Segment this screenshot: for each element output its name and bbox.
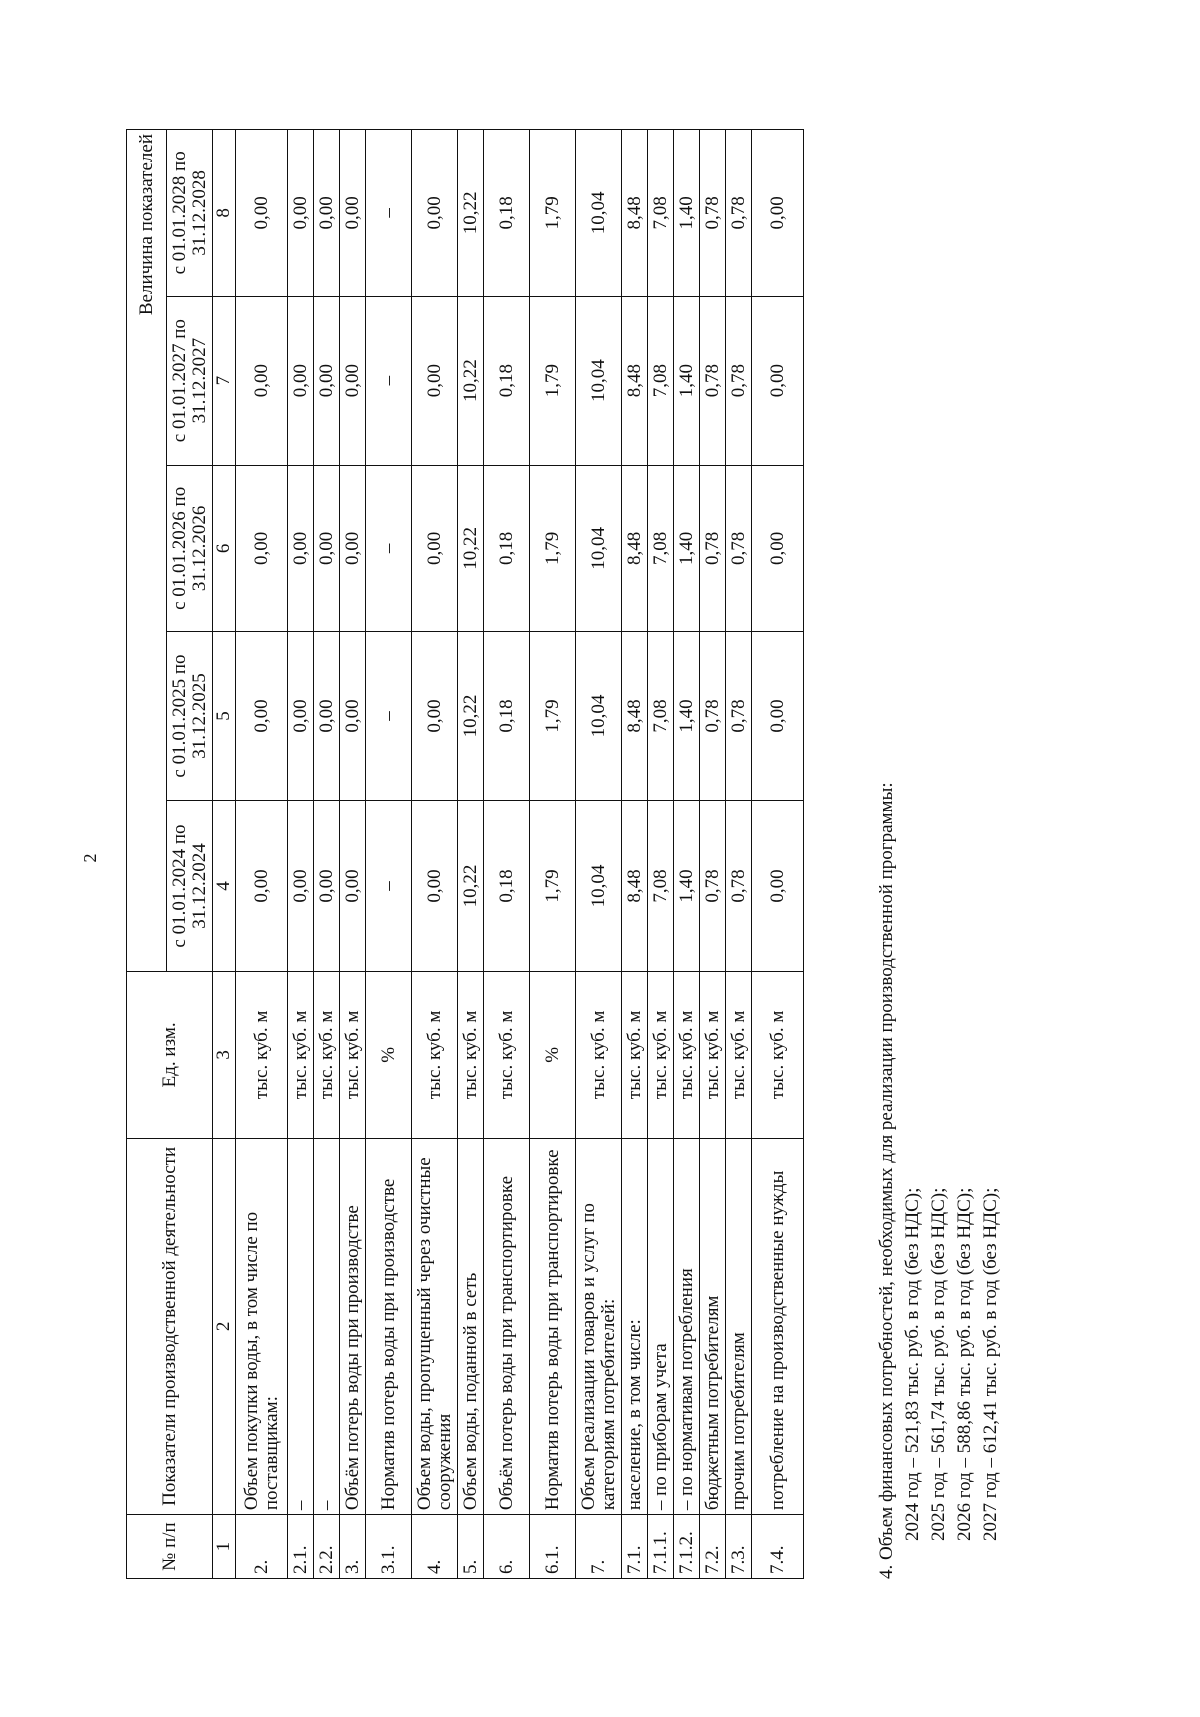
finance-item: 2024 год – 521,83 тыс. руб. в год (без НДС); bbox=[902, 1187, 923, 1541]
row-value: 10,22 bbox=[458, 130, 484, 297]
row-value: 0,00 bbox=[288, 632, 314, 801]
row-value: 0,18 bbox=[484, 800, 530, 971]
header-group: Величина показателей bbox=[127, 130, 167, 972]
table-row bbox=[458, 130, 484, 1579]
row-value: 0,00 bbox=[752, 632, 804, 801]
row-number: 3. bbox=[340, 1515, 366, 1579]
table-row bbox=[752, 130, 804, 1579]
row-value: 0,78 bbox=[700, 632, 726, 801]
column-number: 5 bbox=[213, 632, 236, 801]
row-value: 0,00 bbox=[340, 130, 366, 297]
row-unit: тыс. куб. м bbox=[288, 972, 314, 1139]
row-value: 8,48 bbox=[622, 130, 648, 297]
header-unit: Ед. изм. bbox=[127, 972, 213, 1139]
table-row bbox=[576, 130, 622, 1579]
row-value: 10,04 bbox=[576, 296, 622, 465]
header-period: с 01.01.2024 по 31.12.2024 bbox=[167, 800, 213, 971]
row-value: 0,18 bbox=[484, 632, 530, 801]
row-value: 7,08 bbox=[648, 465, 674, 632]
finance-section bbox=[874, 782, 1004, 1579]
table-row bbox=[412, 130, 458, 1579]
row-indicator-name: Объем покупки воды, в том числе по поставщикам: bbox=[236, 1138, 288, 1514]
row-indicator-name: Объем воды, поданной в сеть bbox=[458, 1138, 484, 1514]
table-row bbox=[674, 130, 700, 1579]
row-value: 0,00 bbox=[314, 632, 340, 801]
table-row bbox=[340, 130, 366, 1579]
row-unit: тыс. куб. м bbox=[236, 972, 288, 1139]
table-row bbox=[700, 130, 726, 1579]
row-number: 7.2. bbox=[700, 1515, 726, 1579]
row-value: 0,78 bbox=[700, 130, 726, 297]
row-value: 0,00 bbox=[288, 800, 314, 971]
row-number: 6. bbox=[484, 1515, 530, 1579]
row-value: 8,48 bbox=[622, 465, 648, 632]
row-value: 1,79 bbox=[530, 800, 576, 971]
header-period: с 01.01.2027 по 31.12.2027 bbox=[167, 296, 213, 465]
row-value: 7,08 bbox=[648, 800, 674, 971]
row-value: 7,08 bbox=[648, 632, 674, 801]
row-number: 5. bbox=[458, 1515, 484, 1579]
row-number: 2.2. bbox=[314, 1515, 340, 1579]
row-unit: тыс. куб. м bbox=[576, 972, 622, 1139]
header-period: с 01.01.2025 по 31.12.2025 bbox=[167, 632, 213, 801]
row-indicator-name: – по нормативам потребления bbox=[674, 1138, 700, 1514]
row-value: 1,40 bbox=[674, 130, 700, 297]
row-value: 1,40 bbox=[674, 800, 700, 971]
row-value: – bbox=[366, 465, 412, 632]
row-value: 0,78 bbox=[726, 130, 752, 297]
row-value: 0,00 bbox=[340, 800, 366, 971]
row-value: – bbox=[366, 632, 412, 801]
table-row bbox=[484, 130, 530, 1579]
column-number: 1 bbox=[213, 1515, 236, 1579]
column-number: 4 bbox=[213, 800, 236, 971]
page-number: 2 bbox=[80, 853, 100, 863]
row-indicator-name: Объём потерь воды при транспортировке bbox=[484, 1138, 530, 1514]
row-value: 0,00 bbox=[288, 465, 314, 632]
row-value: 0,78 bbox=[726, 632, 752, 801]
row-unit: тыс. куб. м bbox=[700, 972, 726, 1139]
row-value: 1,40 bbox=[674, 296, 700, 465]
row-unit: тыс. куб. м bbox=[340, 972, 366, 1139]
row-value: 0,78 bbox=[726, 800, 752, 971]
row-value: 1,79 bbox=[530, 465, 576, 632]
finance-title: 4. Объем финансовых потребностей, необходимых для реализации производственной программы: bbox=[876, 782, 897, 1579]
row-value: – bbox=[366, 296, 412, 465]
row-indicator-name: Норматив потерь воды при транспортировке bbox=[530, 1138, 576, 1514]
header-period: с 01.01.2028 по 31.12.2028 bbox=[167, 130, 213, 297]
row-value: 10,22 bbox=[458, 465, 484, 632]
row-number: 7.3. bbox=[726, 1515, 752, 1579]
row-value: 1,79 bbox=[530, 632, 576, 801]
row-value: 0,18 bbox=[484, 465, 530, 632]
row-unit: % bbox=[530, 972, 576, 1139]
table-row bbox=[366, 130, 412, 1579]
row-number: 2.1. bbox=[288, 1515, 314, 1579]
column-number: 8 bbox=[213, 130, 236, 297]
row-value: 0,00 bbox=[288, 130, 314, 297]
row-value: 7,08 bbox=[648, 296, 674, 465]
row-number: 7.1.1. bbox=[648, 1515, 674, 1579]
row-unit: тыс. куб. м bbox=[458, 972, 484, 1139]
row-value: 0,00 bbox=[340, 465, 366, 632]
row-unit: % bbox=[366, 972, 412, 1139]
header-num: № п/п bbox=[127, 1515, 213, 1579]
row-indicator-name: Объём потерь воды при производстве bbox=[340, 1138, 366, 1514]
table-row bbox=[530, 130, 576, 1579]
table-row bbox=[622, 130, 648, 1579]
row-indicator-name: бюджетным потребителям bbox=[700, 1138, 726, 1514]
finance-item: 2025 год – 561,74 тыс. руб. в год (без НДС); bbox=[928, 1187, 949, 1541]
column-number: 7 bbox=[213, 296, 236, 465]
row-value: 0,00 bbox=[236, 465, 288, 632]
column-number: 3 bbox=[213, 972, 236, 1139]
row-value: 10,22 bbox=[458, 800, 484, 971]
row-value: 0,00 bbox=[288, 296, 314, 465]
row-value: 0,00 bbox=[340, 296, 366, 465]
row-value: 0,00 bbox=[752, 130, 804, 297]
row-value: 0,00 bbox=[340, 632, 366, 801]
row-value: 0,00 bbox=[412, 296, 458, 465]
row-number: 2. bbox=[236, 1515, 288, 1579]
column-numbers-row bbox=[213, 130, 236, 1579]
row-value: 7,08 bbox=[648, 130, 674, 297]
row-unit: тыс. куб. м bbox=[726, 972, 752, 1139]
row-unit: тыс. куб. м bbox=[412, 972, 458, 1139]
row-value: 10,04 bbox=[576, 800, 622, 971]
row-indicator-name: потребление на производственные нужды bbox=[752, 1138, 804, 1514]
row-value: 10,04 bbox=[576, 465, 622, 632]
row-value: 0,78 bbox=[726, 465, 752, 632]
row-value: 0,00 bbox=[236, 130, 288, 297]
table-row bbox=[236, 130, 288, 1579]
row-indicator-name: – bbox=[314, 1138, 340, 1514]
finance-item: 2027 год – 612,41 тыс. руб. в год (без НДС); bbox=[980, 1187, 1001, 1541]
row-indicator-name: Объем реализации товаров и услуг по категориям потребителей: bbox=[576, 1138, 622, 1514]
row-value: 0,00 bbox=[752, 296, 804, 465]
row-value: 0,00 bbox=[236, 800, 288, 971]
row-value: 0,00 bbox=[752, 465, 804, 632]
row-number: 4. bbox=[412, 1515, 458, 1579]
column-number: 2 bbox=[213, 1138, 236, 1514]
row-unit: тыс. куб. м bbox=[622, 972, 648, 1139]
row-number: 7.4. bbox=[752, 1515, 804, 1579]
row-value: 0,00 bbox=[412, 632, 458, 801]
table-row bbox=[314, 130, 340, 1579]
row-value: 0,78 bbox=[700, 465, 726, 632]
row-indicator-name: население, в том числе: bbox=[622, 1138, 648, 1514]
row-value: 0,00 bbox=[314, 296, 340, 465]
row-indicator-name: – bbox=[288, 1138, 314, 1514]
row-unit: тыс. куб. м bbox=[484, 972, 530, 1139]
row-value: – bbox=[366, 800, 412, 971]
row-value: 1,40 bbox=[674, 465, 700, 632]
row-value: 10,22 bbox=[458, 632, 484, 801]
row-value: 0,00 bbox=[314, 800, 340, 971]
row-value: 0,00 bbox=[314, 465, 340, 632]
row-value: 1,79 bbox=[530, 130, 576, 297]
row-value: 0,00 bbox=[314, 130, 340, 297]
row-indicator-name: Норматив потерь воды при производстве bbox=[366, 1138, 412, 1514]
row-value: 0,78 bbox=[700, 800, 726, 971]
row-unit: тыс. куб. м bbox=[752, 972, 804, 1139]
table-row bbox=[288, 130, 314, 1579]
row-value: 1,40 bbox=[674, 632, 700, 801]
row-number: 7.1. bbox=[622, 1515, 648, 1579]
row-indicator-name: прочим потребителям bbox=[726, 1138, 752, 1514]
row-value: 0,78 bbox=[726, 296, 752, 465]
row-value: 8,48 bbox=[622, 632, 648, 801]
row-indicator-name: – по приборам учета bbox=[648, 1138, 674, 1514]
row-unit: тыс. куб. м bbox=[674, 972, 700, 1139]
row-indicator-name: Объем воды, пропущенный через очистные сооружения bbox=[412, 1138, 458, 1514]
row-number: 7.1.2. bbox=[674, 1515, 700, 1579]
table-row bbox=[726, 130, 752, 1579]
rotated-content bbox=[126, 129, 1126, 1579]
row-value: 10,04 bbox=[576, 130, 622, 297]
row-value: 0,18 bbox=[484, 130, 530, 297]
finance-item: 2026 год – 588,86 тыс. руб. в год (без НДС); bbox=[954, 1187, 975, 1541]
header-name: Показатели производственной деятельности bbox=[127, 1138, 213, 1514]
row-value: 8,48 bbox=[622, 800, 648, 971]
table-body bbox=[236, 130, 804, 1579]
header-period: с 01.01.2026 по 31.12.2026 bbox=[167, 465, 213, 632]
row-value: 0,00 bbox=[412, 465, 458, 632]
row-value: 0,78 bbox=[700, 296, 726, 465]
row-value: 0,18 bbox=[484, 296, 530, 465]
row-number: 6.1. bbox=[530, 1515, 576, 1579]
row-value: – bbox=[366, 130, 412, 297]
row-value: 8,48 bbox=[622, 296, 648, 465]
indicators-table bbox=[126, 129, 804, 1579]
row-number: 3.1. bbox=[366, 1515, 412, 1579]
header-row bbox=[127, 130, 167, 1579]
row-unit: тыс. куб. м bbox=[648, 972, 674, 1139]
row-value: 10,22 bbox=[458, 296, 484, 465]
row-value: 1,79 bbox=[530, 296, 576, 465]
column-number: 6 bbox=[213, 465, 236, 632]
row-value: 0,00 bbox=[752, 800, 804, 971]
row-value: 0,00 bbox=[236, 632, 288, 801]
row-value: 0,00 bbox=[412, 800, 458, 971]
row-value: 0,00 bbox=[236, 296, 288, 465]
row-number: 7. bbox=[576, 1515, 622, 1579]
table-row bbox=[648, 130, 674, 1579]
row-value: 10,04 bbox=[576, 632, 622, 801]
row-unit: тыс. куб. м bbox=[314, 972, 340, 1139]
row-value: 0,00 bbox=[412, 130, 458, 297]
